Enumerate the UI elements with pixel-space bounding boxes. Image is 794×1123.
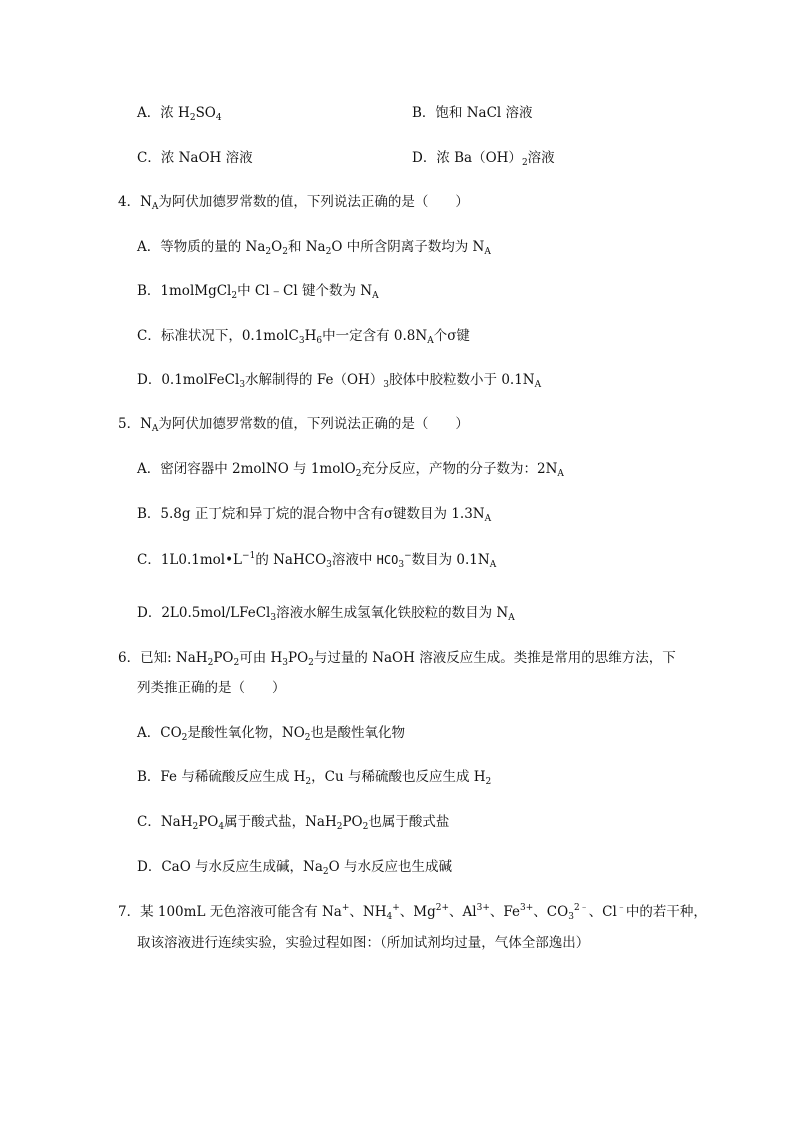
q4-stem: 4．$N_A$为阿伏加德罗常数的值，下列说法正确的是（ ）: [118, 194, 469, 212]
q3-option-b: B．饱和 NaCl 溶液: [412, 105, 533, 121]
q6-option-a: A．$CO_2$是酸性氧化物，$NO_2$也是酸性氧化物: [137, 725, 406, 743]
q5-option-b: B．5.8g 正丁烷和异丁烷的混合物中含有σ键数目为 $1.3N_A$: [137, 506, 492, 524]
q3-option-a: A．浓 $H_2SO_4$: [137, 105, 222, 123]
q5-option-d: D．2L0.5mol/LFeCl$_3$溶液水解生成氢氧化铁胶粒的数目为 $N_A$: [137, 605, 515, 623]
q7-stem-line2: 取该溶液进行连续实验，实验过程如图：（所加试剂均过量，气体全部逸出）: [137, 935, 590, 951]
q4-option-d: D．0.1molFeCl$_3$水解制得的 $Fe(OH)_3$胶体中胶粒数小于 $0.1N_A$: [137, 372, 542, 390]
q4-option-b: B．1molMgCl$_2$中 Cl﹣Cl 键个数为 $N_A$: [137, 283, 379, 301]
q6-option-d: D．CaO 与水反应生成碱，$Na_2O$ 与水反应也生成碱: [137, 859, 453, 877]
q3-option-d: D．浓 $Ba(OH)_2$溶液: [412, 150, 555, 168]
q4-option-c: C．标准状况下，$0.1molC_3H_6$中一定含有 $0.8N_A$个σ键: [137, 328, 470, 346]
q6-stem-line1: 6．已知: $NaH_2PO_2$可由 $H_3PO_2$与过量的 NaOH 溶液反应生成。类推是常用的思维方法，下: [118, 650, 676, 668]
q4-option-a: A．等物质的量的 $Na_2O_2$和 $Na_2O$ 中所含阴离子数均为 $N_A$: [137, 239, 491, 257]
q5-option-a: A．密闭容器中 2molNO 与 1molO$_2$充分反应，产物的分子数为：$2N_A$: [137, 461, 564, 479]
q7-stem-line1: 7．某 100mL 无色溶液可能含有 Na+、$NH_4^+$、$Mg^{2+}$、$Al^{3+}$、$Fe^{3+}$、$CO_3^{2﹣}$、Cl﹣中的若干种，: [118, 903, 707, 922]
q6-option-c: C．$NaH_2PO_4$属于酸式盐，$NaH_2PO_2$也属于酸式盐: [137, 814, 450, 832]
q3-option-c: C．浓 NaOH 溶液: [137, 150, 253, 166]
q5-option-c: C．$1L0.1mol•L^{-1}$的 NaHCO$_3$溶液中 $HCO_3^-$数目为 $0.1N_A$: [137, 551, 497, 570]
q6-option-b: B．Fe 与稀硫酸反应生成 $H_2$，Cu 与稀硫酸也反应生成 $H_2$: [137, 769, 492, 787]
hco3-ion-formula: HCO: [376, 553, 399, 567]
q5-stem: 5．$N_A$为阿伏加德罗常数的值，下列说法正确的是（ ）: [118, 416, 469, 434]
q6-stem-line2: 列类推正确的是（ ）: [137, 680, 286, 696]
